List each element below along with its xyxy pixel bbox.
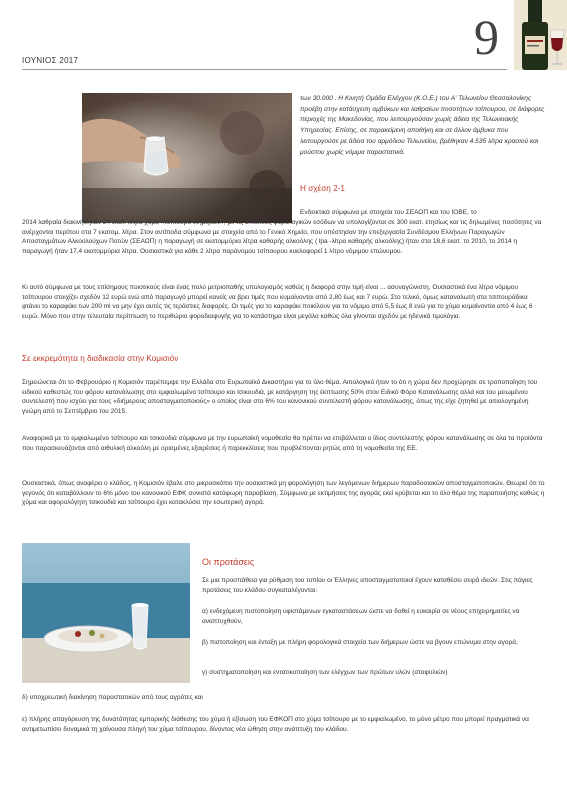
section1-paragraph-lead: Ενδεικτικά σύμφωνα με στοιχεία του ΣΕΑΟΠ και του ΙΟΒΕ, το: [300, 209, 477, 216]
hand-holding-tsipouro-glass-photo: [82, 93, 292, 223]
wine-bottle-and-glass-icon: [514, 0, 567, 70]
section2-paragraph-3: Ουσιαστικά, όπως αναφέρει ο κλάδος, η Κομισιόν έβαλε στο μικροσκόπιο την ουσιαστικά μη φορολόγηση των λεγόμενων διήμερων παραδοσιακών αποσταγματοποιών. Θεωρεί ότι το γεγονός ότι καταβάλλουν το 6% μόνο του κανονικού ΕΦΚ συνιστά κατάφωρη παραβίαση. Σύμφωνα με εκτιμήσεις της αγοράς εκεί κρύβεται και το όλο θέμα της παραποιήσης καθώς η χύμα και αφορολόγητη τσικουδιά και τσίπουρο έχει κατακλύσει την εσωτερική αγορά.: [22, 480, 545, 507]
proposal-item: δ) υποχρεωτική διακίνηση παραστατικών από τους αγρότες και: [22, 694, 203, 701]
section2-paragraph-1: Σημειώνεται ότι το Φεβρουάριο η Κομισιόν παρέπεμψε την Ελλάδα στο Ευρωπαϊκό Δικαστήριο για το όλο θέμα. Αιτιολογικό ήταν το ότι η χώρα δεν προχώρησε σε τροποποίηση του ειδικού καθεστώς του φόρου κατανάλωσης στο εμφιαλωμένο τσίπουρο και τσικουδιά, με κατάργηση της έκπτωσης 50% στον Ειδικό Φόρο Κατανάλωσης αλλά και του μειωμένου συντελεστή που ισχύει για τους «διήμερους αποσταγματοποιούς» ο οποίος είναι στο 6% του κανονικού συντελεστή φόρου κατανάλωσης, όπως της είχε ζητηθεί με αιτιολογημένη γνώμη από το Σεπτέμβριο του 2015.: [22, 379, 538, 415]
section-heading-proposals: Οι προτάσεις: [202, 557, 255, 567]
proposal-item: β) πιστοποίηση και ένταξη με πλήρη φορολογικά στοιχεία των διήμερων ώστε να βγουν επώνυμα στην αγορά,: [202, 639, 518, 646]
plate-of-food-by-the-sea-photo: [22, 543, 190, 683]
section2-paragraph-2: Αναφορικά με το εμφιαλωμένο τσίπουρο και τσικουδιά σύμφωνα με την ευρωπαϊκή νομοθεσία θα πρέπει να επιβάλλεται ο ίδιος συντελεστής φόρου κατανάλωσης σε όλα τα προϊόντα που παρασκευάζονται από αιθυλική αλκοόλη με ορισμένες εξαιρέσεις ή παρεκκλίσεις που προβλέπονται ρητώς από τη νομοθεσία της ΕΕ.: [22, 435, 543, 452]
page-number: 9: [474, 9, 499, 65]
section-heading-relationship: Η σχέση 2-1: [300, 184, 345, 193]
section1-paragraph-2: Κι αυτό σύμφωνα με τους επίσημους ποιοτικούς είναι ένας πολύ μετριοπαθής υπολογισμός καθώς η διαφορά στην τιμή είναι ... ασυναγώνιστη. Ουσιαστικά ένα λίτρο νόμιμου τσίπουρου στοιχίζει σχεδόν 12 ευρώ ενώ από παραγωγό μπορεί κανείς να βρει τιμές που κυμαίνονται από 2,80 έως και 7 ευρώ. Στο τελικό, όμως καταναλωτή στα τσιπουράδικα φτάνει το καραφάκι των 200 ml να μην έχει αυτές τις τεράστιες διαφορές. Οι τιμές για το καραφάκι ποικίλουν για το νόμιμο από 5,5 έως 8 ενώ για το χύμα κυμαίνονται από 4 έως 6 ευρώ. Μόνο που στην τελευταία περίπτωση το περιθώριο φοροδιαφυγής για το κατάστημα είναι μεγάλα καθώς όλα γίνονται σχεδόν με ηδενικά τιμολόγια.: [22, 284, 533, 320]
section-heading-commission: Σε εκκρεμότητα η διαδικασία στην Κομισιόν: [22, 354, 179, 363]
intro-italic-text: των 30.000 . Η Κινητή Ομάδα Ελέγχου (Κ.Ο.Ε.) του Α' Τελωνείου Θεσσαλονίκης προέβη στην κατάσχεση αμβύκων και λαθραίων ποσοτήτων τσίπουρου, σε διάφορες περιοχές της Μακεδονίας, που λειτουργούσαν χωρίς άδεια της Τελωνειακής Υπηρεσίας. Επίσης, σε παρακείμενη αποθήκη και σε άλλον άμβυκα που λειτουργούσε με άδεια του αρμόδιου Τελωνείου, βρέθηκαν 4.535 λίτρα κρασιού και μούστου χωρίς νόμιμα παραστατικά.: [300, 95, 545, 156]
proposal-item: γ) συστηματοποίηση και εντατικοποίηση των ελέγχων των πρώτων υλών (σταφυλιών): [202, 669, 448, 676]
header-divider: [22, 69, 507, 70]
issue-date: ΙΟΥΝΙΟΣ 2017: [22, 56, 79, 65]
proposal-item: α) ενδεχόμενη πιστοποίηση υφιστάμενων εγκαταστάσεων ώστε να δοθεί η ευκαιρία σε νέους επιχειρηματίες να αναπτυχθούν,: [202, 608, 520, 625]
proposals-intro: Σε μια προσπάθεια για ρύθμιση του τοπίου οι Έλληνες αποσταγματοποιοί έχουν καταθέσει σειρά ιδεών. Στις πάγιες προτάσεις του κλάδου συγκαταλέγονται:: [202, 577, 533, 594]
proposal-item: ε) πλήρης απαγόρευση της δυνατότητας εμπορικής διάθεσης του χύμα ή εξίσωση του ΕΦΚΟΠ στο χύμα τσίπουρο με το εμφιαλωμένο, το μόνο μέτρο που μπορεί πραγματικά να αντιμετωπίσει δυναμικά τη χαίνουσα πληγή του χύμα τσίπουρου, δίνοντας νέα ώθηση στην ανάπτυξη του κλάδου.: [22, 716, 529, 733]
section1-paragraph-1: 2014 λαθραία διακινήθηκαν 24 εκατ. λίτρα χύμα «τσίπουρο διημέρων», με τις απώλειες φορολογικών εσόδων να υπολογίζονται σε 300 εκατ. ετησίως και τις δηλωμένες ποσότητες να ανέρχονται περίπου στα 7 εκατομ. λίτρα. Στον αντίποδα σύμφωνα με στοιχεία από το Γενικό Χημείο, που υπέστησαν την επεξεργασία Συνδέσμου Ελλήνων Παραγωγών Αποσταγμάτων Αλκοολούχων Ποτών (ΣΕΑΟΠ) η παραγωγή σε εκατομμύρια λίτρα καθαρής αλκοόλης ( lpa -λίτρα καθαρής αλκοόλης) ήταν στα 18,6 εκατ. το 2010, το 2014 η παραγωγή ήταν 17,4 εκατομμύρια λίτρα. Ουσιαστικά για κάθε 2 λίτρα παράνομου τσίπουρου κυκλοφορεί 1 λίτρο νόμιμου επώνυμου.: [22, 219, 542, 255]
